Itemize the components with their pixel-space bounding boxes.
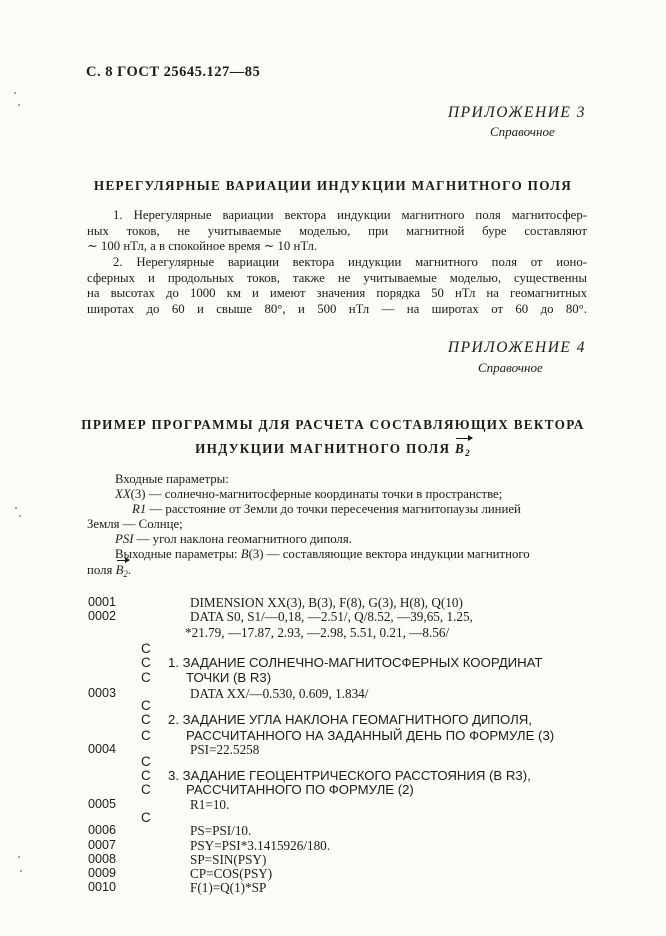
scan-speck: [15, 507, 17, 509]
line-number: 0005: [88, 797, 117, 811]
vector-b2-symbol: [455, 441, 471, 458]
comment-marker: C: [141, 712, 151, 727]
output-params: [115, 547, 530, 563]
comment-text: 3. ЗАДАНИЕ ГЕОЦЕНТРИЧЕСКОГО РАССТОЯНИЯ (В R3),: [168, 768, 531, 783]
input-param-psi: [115, 532, 352, 548]
comment-marker: C: [141, 655, 151, 670]
comment-marker: C: [141, 698, 151, 713]
appendix-4-heading-line-1: ПРИМЕР ПРОГРАММЫ ДЛЯ РАСЧЕТА СОСТАВЛЯЮЩИХ ВЕКТОРА: [81, 417, 585, 432]
line-number: 0007: [88, 838, 117, 852]
comment-text: 1. ЗАДАНИЕ СОЛНЕЧНО-МАГНИТОСФЕРНЫХ КООРДИНАТ: [168, 655, 543, 670]
param-desc: — угол наклона геомагнитного диполя.: [133, 532, 352, 546]
code-statement: DATA S0, S1/—0,18, —2.51/, Q/8.52, —39,65, 1.25,: [190, 609, 473, 624]
param-desc: — расстояние от Земли до точки пересечения магнитопаузы линией: [146, 502, 521, 516]
output-label: Выходные параметры:: [115, 547, 241, 561]
vector-subscript: 2: [465, 448, 471, 458]
text-line: 2. Нерегулярные вариации вектора индукции магнитного поля от ионо-: [113, 255, 587, 269]
page-header: С. 8 ГОСТ 25645.127—85: [86, 64, 261, 80]
comment-marker: C: [141, 810, 151, 825]
code-statement: CP=COS(PSY): [190, 866, 273, 881]
text-line: сферных и продольных токов, также не учитываемые моделью, существенны: [87, 270, 587, 285]
appendix-4-title: ПРИЛОЖЕНИЕ 4: [447, 339, 586, 356]
heading-text: ИНДУКЦИИ МАГНИТНОГО ПОЛЯ: [195, 441, 451, 456]
line-number: 0010: [88, 880, 117, 894]
appendix-4-heading-line-2: [0, 441, 666, 458]
input-param-r1-cont: Земля — Солнце;: [87, 517, 183, 531]
code-statement: *21.79, —17.87, 2.93, —2.98, 5.51, 0.21, —8.56/: [185, 625, 450, 640]
line-number: 0009: [88, 866, 117, 880]
text-line: широтах до 60 и свыше 80°, и 500 нТл — на широтах от 60 до 80°.: [87, 301, 587, 316]
comment-text: РАССЧИТАННОГО ПО ФОРМУЛЕ (2): [186, 782, 414, 797]
line-number: 0003: [88, 686, 117, 700]
text-line: ∼ 100 нТл, а в спокойное время ∼ 10 нТл.: [87, 239, 318, 254]
param-name: R1: [132, 502, 147, 516]
line-number: 0008: [88, 852, 117, 866]
appendix-3-paragraph-1: [87, 208, 587, 255]
period: .: [127, 563, 132, 577]
vector-letter: B: [454, 441, 466, 456]
scan-speck: [18, 104, 20, 106]
output-params-cont: [87, 563, 131, 583]
code-statement: DIMENSION XX(3), B(3), F(8), G(3), H(8), Q(10): [190, 595, 463, 610]
input-params-label: Входные параметры:: [115, 472, 229, 486]
comment-text: 2. ЗАДАНИЕ УГЛА НАКЛОНА ГЕОМАГНИТНОГО ДИПОЛЯ,: [168, 712, 532, 727]
param-desc: (3) — составляющие вектора индукции магнитного: [248, 547, 530, 561]
scan-speck: [18, 856, 20, 858]
param-name: B: [240, 547, 249, 561]
line-number: 0006: [88, 823, 117, 837]
appendix-4-subtitle: Справочное: [478, 360, 543, 375]
text-line: на высотах до 1000 км и имеют значения порядка 50 нТл на геомагнитных: [87, 286, 587, 301]
line-number: 0002: [88, 609, 117, 623]
scan-speck: [20, 870, 22, 872]
vector-letter: B: [115, 563, 124, 577]
comment-marker: C: [141, 670, 151, 685]
code-statement: R1=10.: [190, 797, 230, 812]
scan-speck: [14, 92, 16, 94]
vector-subscript: 2: [123, 569, 128, 579]
comment-text: ТОЧКИ (В R3): [186, 670, 272, 685]
code-statement: SP=SIN(PSY): [190, 852, 267, 867]
output-cont-text: поля: [87, 563, 113, 577]
param-name: XX: [115, 487, 131, 501]
input-param-xx: [115, 487, 502, 503]
comment-marker: C: [141, 728, 151, 743]
comment-marker: C: [141, 641, 151, 656]
appendix-3-title: ПРИЛОЖЕНИЕ 3: [447, 104, 586, 121]
code-statement: PS=PSI/10.: [190, 823, 252, 838]
line-number: 0004: [88, 742, 117, 756]
appendix-3-subtitle: Справочное: [490, 124, 555, 139]
comment-marker: C: [141, 754, 151, 769]
text-line: 1. Нерегулярные вариации вектора индукции магнитного поля магнитосфер-: [113, 208, 587, 222]
input-param-r1: [132, 502, 587, 518]
scan-speck: [19, 515, 21, 517]
appendix-3-paragraph-2: [87, 255, 587, 317]
comment-marker: C: [141, 782, 151, 797]
code-statement: F(1)=Q(1)*SP: [190, 880, 267, 895]
comment-text: РАССЧИТАННОГО НА ЗАДАННЫЙ ДЕНЬ ПО ФОРМУЛЕ (3): [186, 728, 555, 743]
vector-b2-symbol: [116, 563, 128, 583]
appendix-3-heading: НЕРЕГУЛЯРНЫЕ ВАРИАЦИИ ИНДУКЦИИ МАГНИТНОГО ПОЛЯ: [93, 178, 573, 193]
comment-marker: C: [141, 768, 151, 783]
code-statement: DATA XX/—0.530, 0.609, 1.834/: [190, 686, 369, 701]
param-desc: (3) — солнечно-магнитосферные координаты точки в пространстве;: [130, 487, 503, 501]
text-line: ных токов, не учитываемые моделью, при магнитной буре составляют: [87, 223, 587, 238]
code-statement: PSY=PSI*3.1415926/180.: [190, 838, 331, 853]
code-statement: PSI=22.5258: [190, 742, 260, 757]
param-name: PSI: [115, 532, 134, 546]
line-number: 0001: [88, 595, 117, 609]
